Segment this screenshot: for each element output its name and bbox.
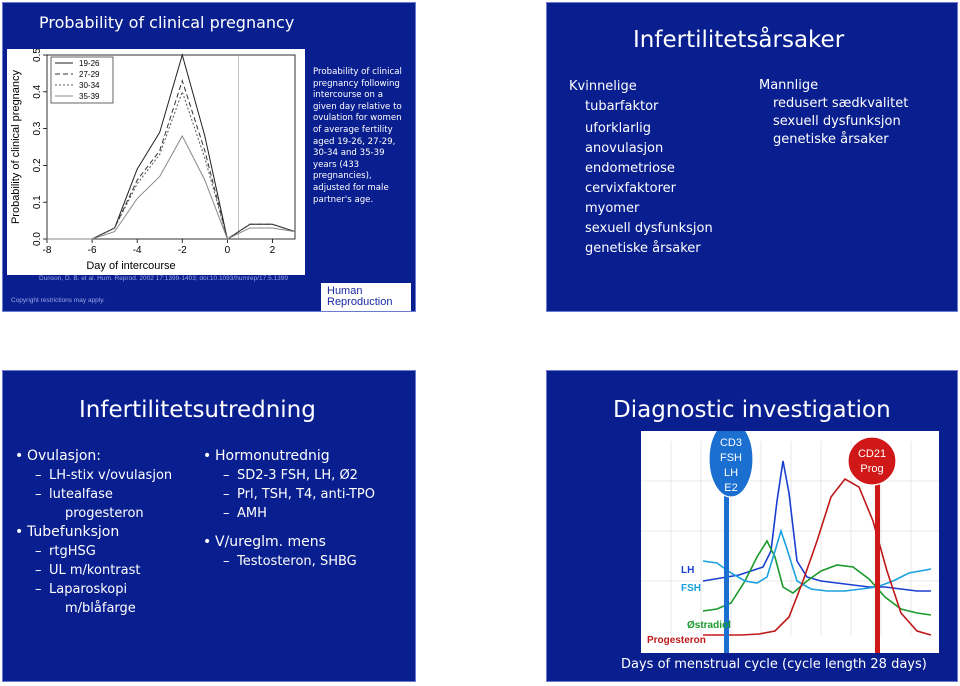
male-causes bbox=[759, 77, 908, 149]
hormone-curves bbox=[641, 431, 939, 653]
slide-title: Infertilitetsutredning bbox=[79, 397, 316, 423]
lh-label: LH bbox=[681, 565, 695, 576]
female-heading: Kvinnelige bbox=[569, 79, 637, 94]
workup-right-column bbox=[217, 447, 375, 571]
series-line-35-39 bbox=[47, 136, 295, 239]
red-marker-balloon bbox=[848, 437, 896, 485]
x-tick-label: -2 bbox=[177, 245, 187, 256]
chart-caption: Probability of clinical pregnancy following intercourse on a given day relative to ovulation for women of average fertility aged 19-26, 27-29, 30-34 and 35-39 years (433 pregnancies), adjusted for male partner's age. bbox=[313, 67, 402, 205]
list-item: tubarfaktor bbox=[585, 99, 659, 114]
blue-marker-text: FSH bbox=[720, 452, 742, 464]
copyright-note: Copyright restrictions may apply. bbox=[11, 297, 105, 304]
slide-title: Infertilitetsårsaker bbox=[633, 27, 845, 53]
list-item: anovulasjon bbox=[585, 141, 664, 156]
bullet-tube-function: • Tubefunksjon bbox=[29, 523, 172, 542]
x-tick-label: 2 bbox=[269, 245, 276, 256]
sub-item: – Testosteron, SHBG bbox=[217, 552, 375, 571]
sub-item: – Prl, TSH, T4, anti-TPO bbox=[217, 485, 375, 504]
sub-item: – lutealfase bbox=[29, 485, 172, 504]
sub-item-continued: progesteron bbox=[65, 506, 144, 521]
series-line-30-34 bbox=[47, 92, 295, 239]
x-tick-label: -8 bbox=[42, 245, 52, 256]
pregnancy-probability-chart bbox=[7, 49, 305, 275]
blue-marker-text: CD3 bbox=[719, 437, 743, 449]
y-tick-label: 0.1 bbox=[32, 195, 43, 210]
sub-item: – rtgHSG bbox=[29, 542, 172, 561]
workup-left-column bbox=[29, 447, 172, 618]
fsh-label: FSH bbox=[681, 583, 701, 594]
y-tick-label: 0.5 bbox=[32, 49, 43, 62]
blue-marker-text: E2 bbox=[724, 482, 738, 494]
list-item: sexuell dysfunksjon bbox=[773, 114, 901, 129]
list-item: myomer bbox=[585, 201, 640, 216]
red-marker-text: CD21 bbox=[857, 448, 887, 460]
list-item: endometriose bbox=[585, 161, 675, 176]
bullet-irregular-mens: • V/ureglm. mens bbox=[217, 533, 375, 552]
estradiol-curve bbox=[703, 541, 931, 615]
male-heading: Mannlige bbox=[759, 78, 819, 93]
citation: Dunson, D. B. et al. Hum. Reprod. 2002 17:1399-1403; doi:10.1093/humrep/17.5.1399 bbox=[39, 275, 288, 282]
legend-label: 35-39 bbox=[79, 92, 100, 101]
legend-label: 30-34 bbox=[79, 81, 100, 90]
journal-logo bbox=[321, 283, 411, 311]
progesteron-label: Progesteron bbox=[647, 635, 706, 646]
bullet-hormone: • Hormonutrednig bbox=[217, 447, 375, 466]
logo-text-1: Human bbox=[327, 285, 363, 297]
sub-item: – UL m/kontrast bbox=[29, 561, 172, 580]
estradiol-label: Østradiol bbox=[687, 620, 731, 631]
list-item: sexuell dysfunksjon bbox=[585, 221, 713, 236]
logo-text-2: Reproduction bbox=[327, 296, 393, 308]
list-item: uforklarlig bbox=[585, 121, 652, 136]
x-tick-label: 0 bbox=[224, 245, 231, 256]
red-marker-bar bbox=[875, 475, 880, 653]
y-tick-label: 0.2 bbox=[32, 158, 43, 173]
legend-label: 27-29 bbox=[79, 70, 100, 79]
y-tick-label: 0.3 bbox=[32, 121, 43, 136]
x-tick-label: -4 bbox=[132, 245, 142, 256]
slide-title: Probability of clinical pregnancy bbox=[39, 13, 295, 32]
sub-item: – SD2-3 FSH, LH, Ø2 bbox=[217, 466, 375, 485]
series-line-27-29 bbox=[47, 81, 295, 239]
list-item: genetiske årsaker bbox=[585, 241, 701, 256]
list-item: redusert sædkvalitet bbox=[773, 96, 909, 111]
y-tick-label: 0.0 bbox=[32, 232, 43, 246]
list-item: cervixfaktorer bbox=[585, 181, 677, 196]
hormone-cycle-diagram bbox=[641, 431, 939, 653]
female-causes bbox=[569, 77, 713, 259]
slide-diagnostic-investigation bbox=[546, 370, 958, 682]
sub-item-continued: m/blåfarge bbox=[65, 601, 136, 616]
x-axis-label: Day of intercourse bbox=[86, 260, 176, 272]
legend-label: 19-26 bbox=[79, 59, 100, 68]
slide-infertility-workup bbox=[2, 370, 416, 682]
sub-item: – AMH bbox=[217, 504, 375, 523]
slide-clinical-pregnancy bbox=[2, 2, 416, 312]
sub-item: – LH-stix v/ovulasjon bbox=[29, 466, 172, 485]
x-tick-label: -6 bbox=[87, 245, 97, 256]
sub-item: – Laparoskopi bbox=[29, 580, 172, 599]
y-tick-label: 0.4 bbox=[32, 84, 43, 99]
slide-title: Diagnostic investigation bbox=[613, 397, 891, 423]
chart-panel bbox=[7, 49, 305, 275]
slide-infertility-causes bbox=[546, 2, 958, 312]
blue-marker-text: LH bbox=[723, 467, 739, 479]
progesteron-curve bbox=[703, 479, 931, 635]
red-marker-text: Prog bbox=[860, 463, 884, 475]
y-axis-label: Probability of clinical pregnancy bbox=[10, 69, 22, 225]
diagram-caption: Days of menstrual cycle (cycle length 28 days) bbox=[621, 657, 927, 672]
bullet-ovulation: • Ovulasjon: bbox=[29, 447, 172, 466]
list-item: genetiske årsaker bbox=[773, 132, 889, 147]
